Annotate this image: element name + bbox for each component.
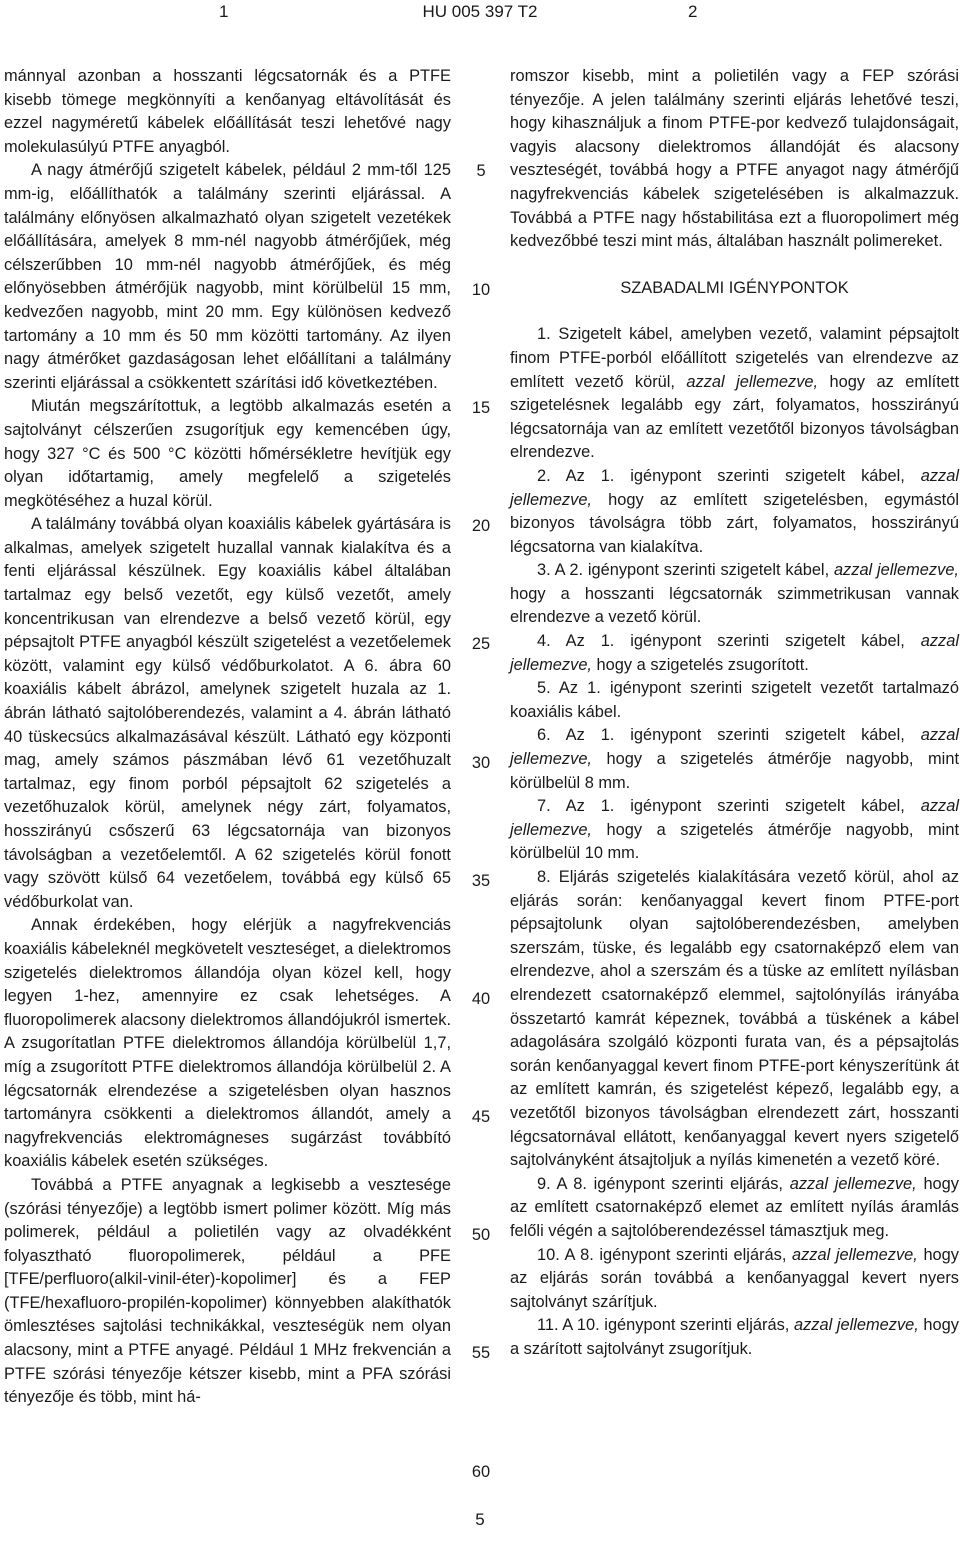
claim-characterising-phrase: azzal jellemezve,: [510, 466, 959, 509]
claim-paragraph: [510, 724, 959, 795]
left-column: [4, 65, 451, 1410]
claim-text: hogy az említett szigetelésnek legalább egy zárt, folyamatos, hosszirányú légcsatornája van az említett vezetőtől bizonyos távolságban elrendezve.: [510, 372, 959, 462]
claim-paragraph: [510, 1314, 959, 1361]
claim-characterising-phrase: azzal jellemezve,: [792, 1245, 918, 1264]
line-number: 20: [471, 517, 491, 535]
line-number: 10: [471, 281, 491, 299]
claim-text: hogy az említett csatornaképző elemet az említett nyílás áramlás felőli végén a sajtolóberendezéssel támasztjuk meg.: [510, 1174, 959, 1240]
line-number: 5: [476, 162, 486, 180]
claim-text: hogy a szigetelés zsugorított.: [592, 655, 809, 674]
body-paragraph: Miután megszárítottuk, a legtöbb alkalmazás esetén a sajtolványt célszerűen zsugorítjuk egy kemencében úgy, hogy 327 °C és 500 °C közötti hőmérsékletre hevítjük egy olyan időtartamig, amely megfelelő a szigetelés megkötéséhez a huzal körül.: [4, 397, 451, 510]
header-page-left: 1: [219, 2, 229, 21]
line-number: 30: [471, 754, 491, 772]
claim-characterising-phrase: azzal jellemezve,: [833, 561, 959, 580]
body-paragraph: Annak érdekében, hogy elérjük a nagyfrekvenciás koaxiális kábeleknél megkövetelt veszteséget, a dielektromos szigetelés dielektromos állandója olyan közel kell, hogy legyen 1-hez, amennyire ez csak lehetséges. A fluoropolimerek alacsony dielektromos állandójukról ismertek. A zsugorítatlan PTFE dielektromos állandója körülbelül 1,7, míg a zsugorított PTFE dielektromos állandója körülbelül 2. A légcsatornák elrendezése a szigetelésben olyan hasznos tartományra csökkenti a dielektromos állandót, amely a nagyfrekvenciás elektromágneses sugárzást továbbító koaxiális kábelek esetén szükséges.: [4, 916, 451, 1171]
claim-paragraph: [510, 1244, 959, 1315]
line-number: 55: [471, 1344, 491, 1362]
claim-text: 6. Az 1. igénypont szerinti szigetelt kábel,: [537, 726, 921, 745]
body-paragraph: romszor kisebb, mint a polietilén vagy a FEP szórási tényezője. A jelen találmány szerinti eljárás lehetővé teszi, hogy kihasználjuk a finom PTFE-por kedvező tulajdonságait, vagyis alacsony dielektromos állandóját és alacsony veszteségét, továbbá hogy a PTFE anyagot nagy átmérőjű nagyfrekvenciás kábelek szigetelésében is alkalmazzuk. Továbbá a PTFE nagy hőstabilitása ezt a fluoropolimert még kedvezőbbé teszi mint más, általában használt polimereket.: [510, 67, 959, 251]
claim-characterising-phrase: azzal jellemezve,: [510, 632, 959, 674]
line-number: 40: [471, 990, 491, 1008]
claim-text: 1. Szigetelt kábel, amelyben vezető, valamint pépsajtolt finom PTFE-porból előállított szigetelés van elrendezve az említett vezető körül,: [510, 325, 959, 391]
claim-text: hogy a hosszanti légcsatornák szimmetrikusan vannak elrendezve a vezető körül.: [510, 584, 959, 627]
claim-characterising-phrase: azzal jellemezve,: [789, 1174, 917, 1193]
claim-paragraph: [510, 677, 959, 724]
claim-characterising-phrase: azzal jellemezve,: [510, 797, 959, 839]
right-column: [510, 65, 959, 1361]
line-number: 15: [471, 399, 491, 417]
claim-paragraph: [510, 795, 959, 866]
claim-paragraph: [510, 866, 959, 1173]
body-paragraph: A találmány továbbá olyan koaxiális kábelek gyártására is alkalmas, amelyek szigetelt huzallal vannak kialakítva és a fenti eljárással készülnek. Egy koaxiális kábel általában tartalmaz egy belső vezetőt, egy külső vezetőt, amely koncentrikusan van elrendezve a belső vezető körül, egy pépsajtolt PTFE anyagból készült szigetelést a vezetőelemek között, valamint egy külső védőburkolatot. A 6. ábra 60 koaxiális kábelt ábrázol, amelynek szigetelt huzala az 1. ábrán látható sajtolóberendezés, valamint a 4. ábrán látható 40 tüskecsúcs alkalmazásával készült. Látható egy központi mag, amely számos pászmában lévő 61 vezetőhuzalt tartalmaz, egy finom porból pépsajtolt 62 szigetelés a vezetőhuzalok körül, amelynek négy zárt, folyamatos, hosszirányú csőszerű 63 légcsatornája van bizonyos távolságban a vezetőelemtől. A 62 szigetelés körül fonott vagy szövött külső 64 vezetőelem, továbbá egy külső 65 védőburkolat van.: [4, 515, 451, 911]
header-page-right: 2: [688, 2, 698, 21]
claim-text: hogy a szigetelés átmérője nagyobb, mint körülbelül 10 mm.: [510, 820, 959, 863]
claim-text: 3. A 2. igénypont szerinti szigetelt kábel,: [537, 561, 834, 580]
claim-text: 7. Az 1. igénypont szerinti szigetelt kábel,: [537, 797, 921, 816]
claim-text: 4. Az 1. igénypont szerinti szigetelt kábel,: [537, 632, 921, 651]
claim-characterising-phrase: azzal jellemezve,: [686, 372, 819, 391]
claim-paragraph: [510, 323, 959, 465]
claim-text: 10. A 8. igénypont szerinti eljárás,: [537, 1245, 792, 1264]
claim-paragraph: [510, 630, 959, 677]
claim-text: hogy a szárított sajtolványt zsugorítjuk.: [510, 1316, 959, 1358]
claim-text: 9. A 8. igénypont szerinti eljárás,: [537, 1174, 790, 1193]
claim-text: 8. Eljárás szigetelés kialakítására vezető körül, ahol az eljárás során: kenőanyaggal kevert finom PTFE-port pépsajtolunk olyan sajtolóberendezésben, amelyben szerszám, tüske, és legalább egy csatornaképző elem van elrendezve, ahol a szerszám és a tüske az említett nyílásban elrendezett csatornaképző elemmel, sajtolónyílás irányába összetartó kamrát képeznek, továbbá a tüskének a kábel adagolására szolgáló központi furata van, és a pépsajtolás során kenőanyaggal kevert finom PTFE-port kényszerítünk át az említett kamrán, és szigetelést képező, legalább egy, a vezetőtől bizonyos távolságban elrendezett zárt, hosszanti légcsatornával ellátott, kenőanyaggal kevert nyers szigetelő sajtolványként átsajtoljuk a nyílás kimenetén a vezető köré.: [510, 868, 959, 1170]
footer-page-number: 5: [475, 1510, 485, 1529]
line-number: 25: [471, 635, 491, 653]
claim-text: hogy az eljárás során továbbá a kenőanyaggal kevert nyers sajtolványt szárítjuk.: [510, 1245, 959, 1311]
body-paragraph: mánnyal azonban a hosszanti légcsatornák és a PTFE kisebb tömege megkönnyíti a kenőanyag eltávolítását és ezzel nagyméretű kábelek előállítását teszi lehetővé nagy molekulasúlyú PTFE anyagból.: [4, 67, 451, 156]
line-number: 35: [471, 872, 491, 890]
header-document-number: HU 005 397 T2: [422, 2, 538, 21]
claim-text: 11. A 10. igénypont szerinti eljárás,: [537, 1316, 794, 1335]
claim-paragraph: [510, 559, 959, 630]
body-paragraph: Továbbá a PTFE anyagnak a legkisebb a vesztesége (szórási tényezője) a legtöbb ismert polimer között. Míg más polimerek, például a polietilén vagy az olvadékként folyasztható fluoropolimerek, például a PFE [TFE/perfluoro(alkil-vinil-éter)-kopolimer] és a FEP (TFE/hexafluoro-propilén-kopolimer) könnyebben alakíthatók ömlesztéses sajtolási technikákkal, veszteségük nem olyan alacsony, mint a PTFE anyagé. Például 1 MHz frekvencián a PTFE szórási tényezője kétszer kisebb, mint a PFA szórási tényezője és több, mint há-: [4, 1175, 451, 1407]
body-paragraph: A nagy átmérőjű szigetelt kábelek, például 2 mm-től 125 mm-ig, előállíthatók a találmány szerinti eljárással. A találmány előnyösen alkalmazható olyan szigetelt vezetékek előállítására, amelyek 8 mm-nél nagyobb átmérőjűek, még célszerűbben 10 mm-nél nagyobb átmérőjűek, és még előnyösebben átmérőjük nagyobb, mint körülbelül 15 mm, kedvezően nagyobb, mint 20 mm. Egy különösen kedvező tartomány a 10 mm és 50 mm közötti tartomány. Az ilyen nagy átmérőket gazdaságosan lehet előállítani a találmány szerinti eljárással a csökkentett szárítási idő következtében.: [4, 161, 451, 392]
claim-paragraph: [510, 465, 959, 559]
claim-paragraph: [510, 1173, 959, 1244]
claim-text: 5. Az 1. igénypont szerinti szigetelt vezetőt tartalmazó koaxiális kábel.: [510, 679, 959, 721]
line-number: 60: [471, 1463, 491, 1481]
line-number: 45: [471, 1108, 491, 1126]
line-number: 50: [471, 1226, 491, 1244]
claim-text: 2. Az 1. igénypont szerinti szigetelt kábel,: [537, 466, 921, 485]
claims-section-title: SZABADALMI IGÉNYPONTOK: [620, 278, 849, 297]
claim-characterising-phrase: azzal jellemezve,: [793, 1316, 919, 1335]
claim-text: hogy a szigetelés átmérője nagyobb, mint körülbelül 8 mm.: [510, 750, 959, 792]
claim-text: hogy az említett szigetelésben, egymástól bizonyos távolságra több zárt, folyamatos, hosszirányú légcsatorna van kialakítva.: [510, 490, 959, 556]
claim-characterising-phrase: azzal jellemezve,: [510, 726, 959, 769]
